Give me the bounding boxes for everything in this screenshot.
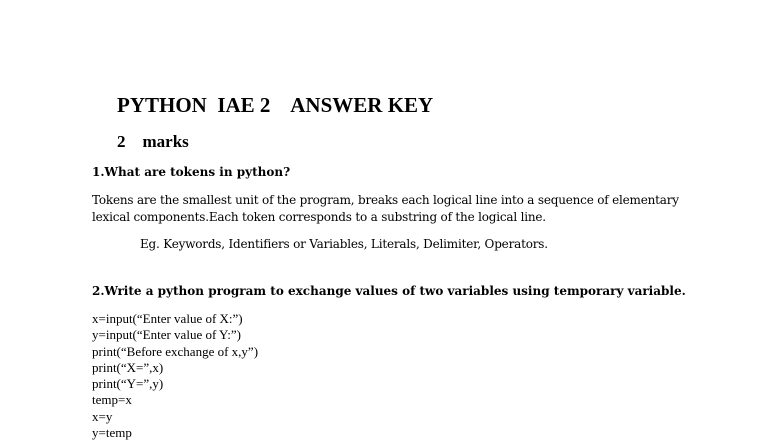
question-2-code-block (92, 311, 258, 441)
code-line: print(“Before exchange of x,y”) (92, 343, 259, 359)
question-2-heading: 2.Write a python program to exchange values of two variables using temporary variable. (92, 284, 686, 298)
section-heading: 2 marks (117, 132, 189, 151)
question-1-example: Eg. Keywords, Identifiers or Variables, Literals, Delimiter, Operators. (140, 237, 548, 251)
code-line: temp=x (92, 392, 132, 408)
code-line: print(“X=”,x) (92, 359, 164, 375)
code-line: y=input(“Enter value of Y:”) (92, 327, 241, 343)
code-line: y=temp (92, 425, 132, 441)
code-line: x=input(“Enter value of X:”) (92, 311, 243, 326)
question-1-heading: 1.What are tokens in python? (92, 165, 291, 179)
question-1-answer: Tokens are the smallest unit of the program, breaks each logical line into a sequence of elementary lexical components.Each token corresponds to a substring of the logical line. (92, 193, 679, 224)
code-line: x=y (92, 408, 113, 424)
code-line: print(“Y=”,y) (92, 376, 164, 392)
document-title: PYTHON IAE 2 ANSWER KEY (117, 93, 434, 117)
